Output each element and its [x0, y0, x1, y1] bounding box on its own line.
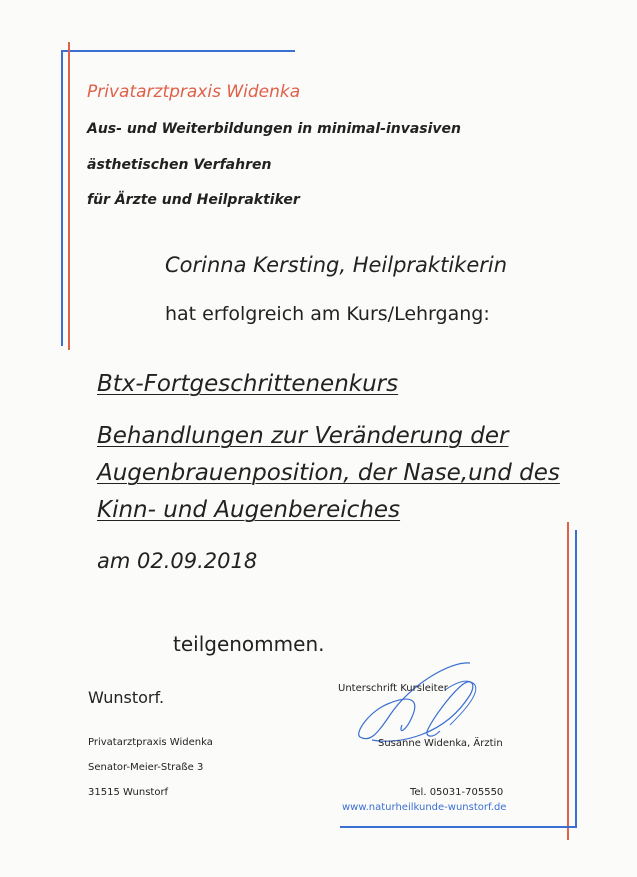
header-line-1: Aus- und Weiterbildungen in minimal-invasiven [87, 121, 462, 137]
frame-top-blue-line [61, 50, 295, 52]
phone-number: Tel. 05031-705550 [410, 787, 504, 798]
intro-text: hat erfolgreich am Kurs/Lehrgang: [165, 303, 490, 325]
practice-title: Privatarztpraxis Widenka [87, 82, 301, 102]
header-line-3: für Ärzte und Heilpraktiker [87, 192, 300, 208]
closing-text: teilgenommen. [173, 632, 325, 656]
recipient-name: Corinna Kersting, Heilpraktikerin [165, 253, 508, 277]
course-desc-line-1: Behandlungen zur Veränderung der [97, 423, 509, 449]
frame-bottom-blue-line [340, 826, 577, 828]
website-link[interactable]: www.naturheilkunde-wunstorf.de [342, 802, 507, 813]
header-line-2: ästhetischen Verfahren [87, 157, 272, 173]
frame-right-blue-line [575, 530, 577, 828]
course-title: Btx-Fortgeschrittenenkurs [97, 371, 399, 397]
frame-left-red-line [68, 42, 70, 350]
frame-right-red-line [567, 522, 569, 840]
course-desc-line-3: Kinn- und Augenbereiches [97, 497, 401, 523]
address-name: Privatarztpraxis Widenka [88, 737, 213, 748]
frame-left-blue-line [61, 50, 63, 346]
course-date: am 02.09.2018 [97, 549, 258, 573]
signature-label: Unterschrift Kursleiter [338, 683, 448, 694]
address-street: Senator-Meier-Straße 3 [88, 762, 204, 773]
course-desc-line-2: Augenbrauenposition, der Nase,und des [97, 460, 560, 486]
place: Wunstorf. [88, 688, 165, 707]
handwritten-signature [350, 655, 500, 750]
signature-name: Susanne Widenka, Ärztin [378, 738, 503, 749]
address-city: 31515 Wunstorf [88, 787, 169, 798]
